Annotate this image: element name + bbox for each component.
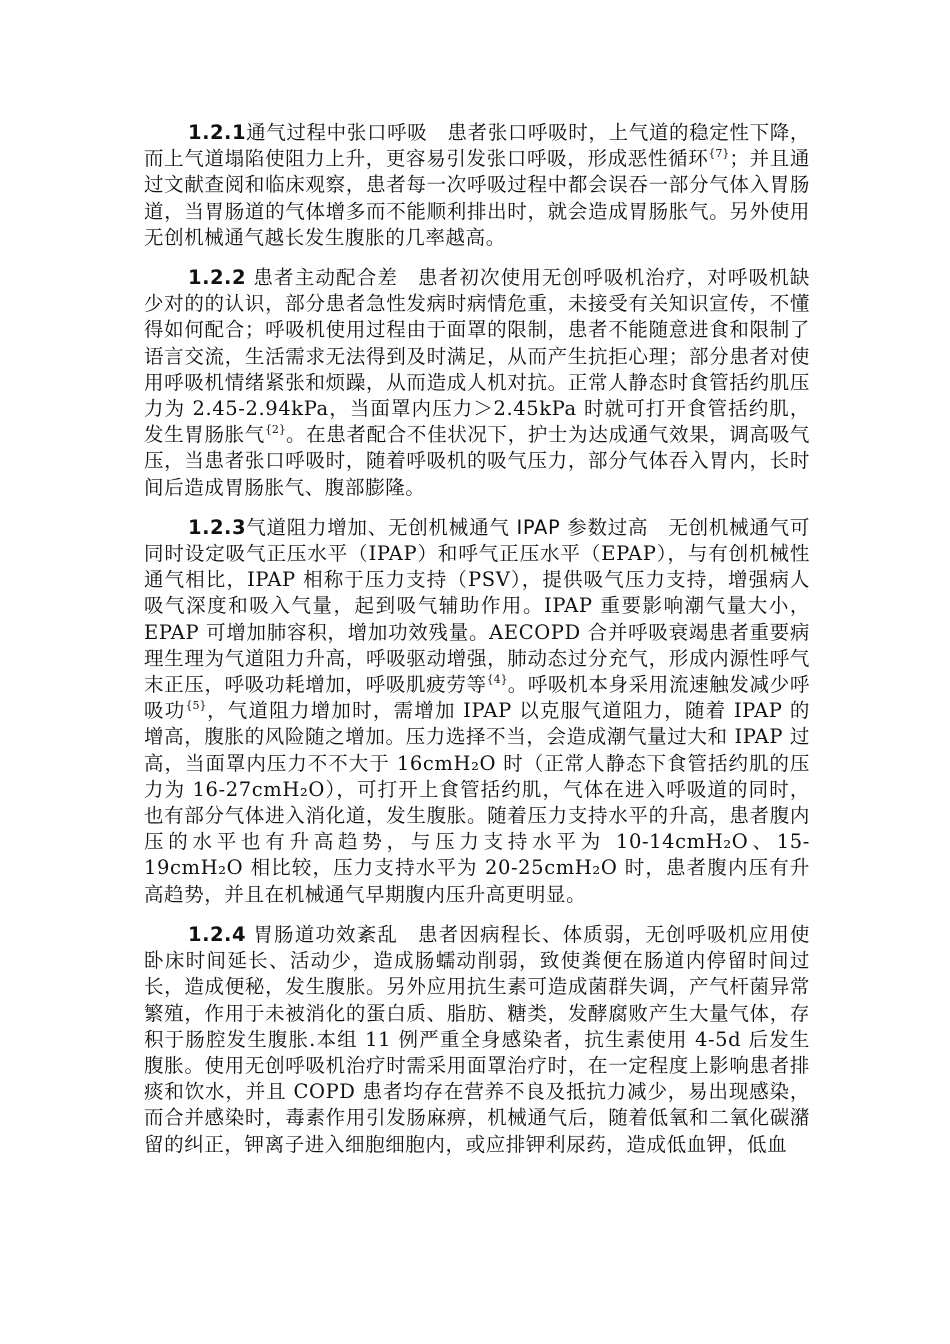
body-text: 。在患者配合不佳状况下，护士为达成通气效果，调高吸气压，当患者张口呼吸时，随着呼吸机的吸气压力，部分气体吞入胃内，长时间后造成胃肠胀气、腹部膨隆。 bbox=[144, 423, 810, 499]
section-heading: 通气过程中张口呼吸 bbox=[246, 121, 428, 144]
section-1-2-1 bbox=[144, 120, 810, 251]
citation-ref: {4} bbox=[486, 673, 508, 687]
section-1-2-3 bbox=[144, 515, 810, 908]
citation-ref: {5} bbox=[185, 699, 207, 713]
section-number: 1.2.2 bbox=[188, 266, 247, 290]
document-page bbox=[144, 120, 810, 1172]
section-1-2-4 bbox=[144, 922, 810, 1158]
section-number: 1.2.4 bbox=[188, 922, 247, 946]
section-heading: 胃肠道功效紊乱 bbox=[253, 922, 399, 946]
body-text: 无创机械通气可同时设定吸气正压水平（IPAP）和呼气正压水平（EPAP），与有创机械性通气相比，IPAP 相称于压力支持（PSV），提供吸气压力支持，增强病人吸气深度和吸入气量，起到吸气辅助作用。IPAP 重要影响潮气量大小，EPAP 可增加肺容积，增加功效残量。AECOPD 合并呼吸衰竭患者重要病理生理为气道阻力升高，呼吸驱动增强，肺动态过分充气，形成内源性呼气末正压，呼吸功耗增加，呼吸肌疲劳等 bbox=[144, 515, 810, 697]
section-number: 1.2.3 bbox=[188, 515, 247, 539]
body-text: 患者因病程长、体质弱，无创呼吸机应用使卧床时间延长、活动少，造成肠蠕动削弱，致使粪便在肠道内停留时间过长，造成便秘，发生腹胀。另外应用抗生素可造成菌群失调，产气杆菌异常繁殖，作用于未被消化的蛋白质、脂肪、糖类，发酵腐败产生大量气体，存积于肠腔发生腹胀.本组 11 例严重全身感染者，抗生素使用 4-5d 后发生腹胀。使用无创呼吸机治疗时需采用面罩治疗时，在一定程度上影响患者排痰和饮水，并且 COPD 患者均存在营养不良及抵抗力减少，易出现感染，而合并感染时，毒素作用引发肠麻痹，机械通气后，随着低氧和二氧化碳潴留的纠正，钾离子进入细胞细胞内，或应排钾利尿药，造成低血钾，低血 bbox=[144, 922, 810, 1156]
section-1-2-2 bbox=[144, 265, 810, 501]
section-heading: 气道阻力增加、无创机械通气 IPAP 参数过高 bbox=[246, 515, 649, 539]
body-text: 患者初次使用无创呼吸机治疗，对呼吸机缺少对的的认识，部分患者急性发病时病情危重，未接受有关知识宣传，不懂得如何配合；呼吸机使用过程由于面罩的限制，患者不能随意进食和限制了语言交流，生活需求无法得到及时满足，从而产生抗拒心理；部分患者对使用呼吸机情绪紧张和烦躁，从而造成人机对抗。正常人静态时食管括约肌压力为 2.45-2.94kPa，当面罩内压力＞2.45kPa 时就可打开食管括约肌，发生胃肠胀气 bbox=[144, 266, 810, 447]
body-text: 患者张口呼吸时，上气道的稳定性下降，而上气道塌陷使阻力上升，更容易引发张口呼吸，形成恶性循环 bbox=[144, 121, 810, 171]
section-heading: 患者主动配合差 bbox=[253, 266, 399, 290]
section-number: 1.2.1 bbox=[188, 121, 247, 144]
body-text: 。呼吸机本身采用流速触发减少呼吸功 bbox=[144, 673, 810, 723]
body-text: ，气道阻力增加时，需增加 IPAP 以克服气道阻力，随着 IPAP 的增高，腹胀的风险随之增加。压力选择不当，会造成潮气量过大和 IPAP 过高，当面罩内压力不不大于 16cmH₂O 时（正常人静态下食管括约肌的压力为 16-27cmH₂O），可打开上食管括约肌，气体在进入呼吸道的同时，也有部分气体进入消化道，发生腹胀。随着压力支持水平的升高，患者腹内压的水平也有升高趋势，与压力支持水平为 10-14cmH₂O、15-19cmH₂O 相比较，压力支持水平为 20-25cmH₂O 时，患者腹内压有升高趋势，并且在机械通气早期腹内压升高更明显。 bbox=[144, 699, 810, 906]
citation-ref: {7} bbox=[708, 147, 730, 161]
body-text: ；并且通过文献查阅和临床观察，患者每一次呼吸过程中都会误吞一部分气体入胃肠道，当胃肠道的气体增多而不能顺利排出时，就会造成胃肠胀气。另外使用无创机械通气越长发生腹胀的几率越高。 bbox=[144, 147, 810, 249]
citation-ref: {2} bbox=[264, 423, 286, 437]
